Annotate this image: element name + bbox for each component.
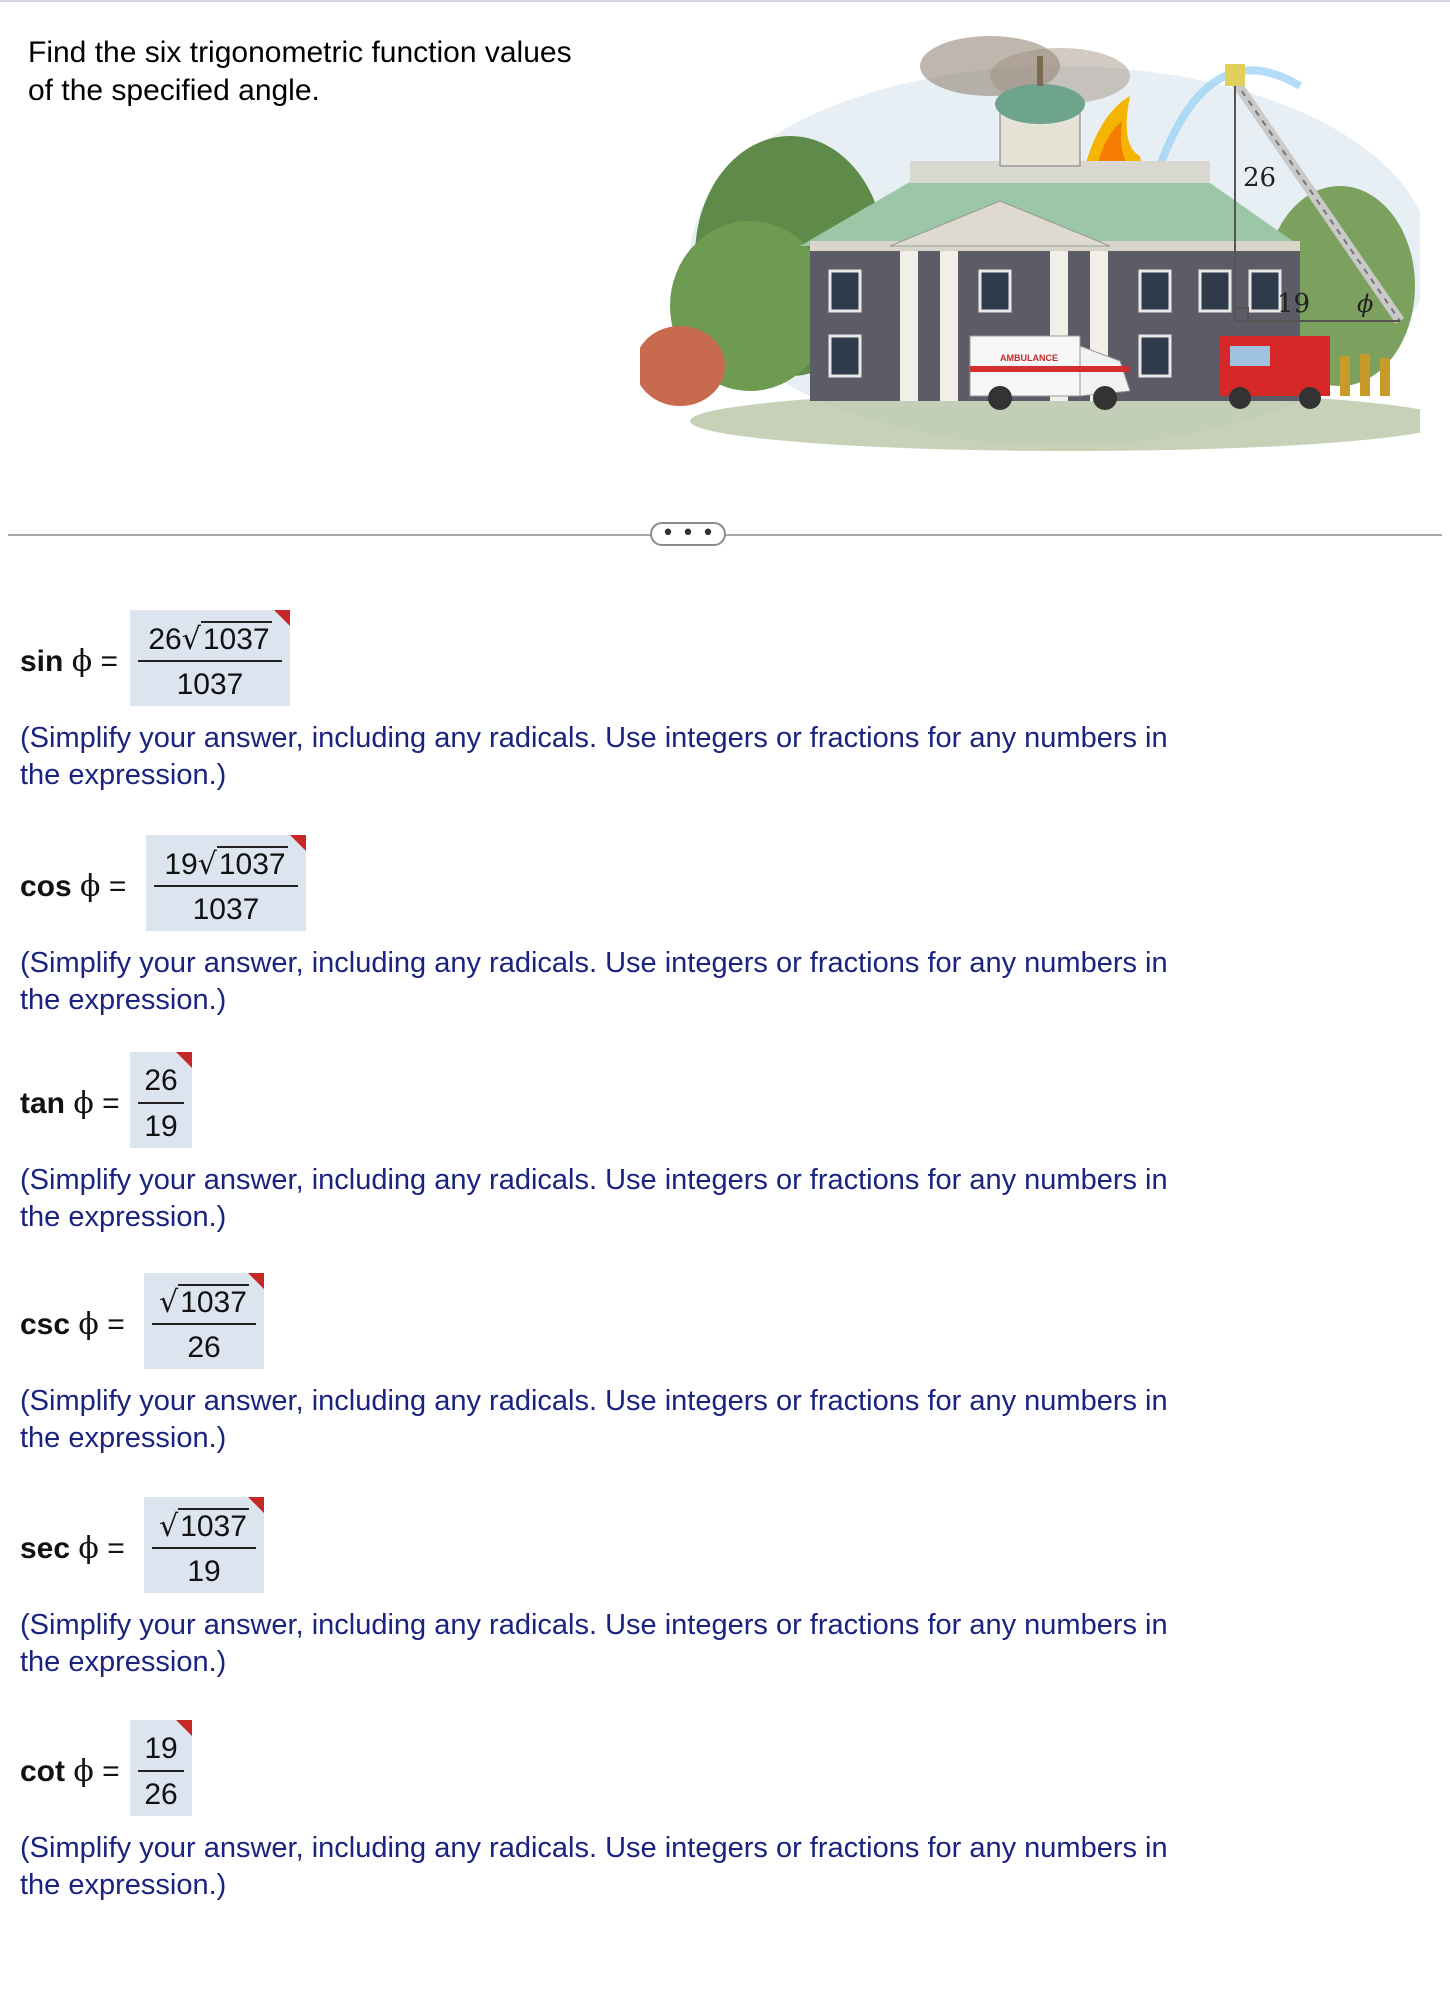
fraction-bar (152, 1547, 256, 1549)
csc-function-name: csc (20, 1308, 71, 1341)
instruction-line-2: the expression.) (20, 1422, 227, 1454)
radicand: 1037 (218, 848, 286, 881)
sin-instruction-text (20, 720, 1400, 794)
cot-answer-box[interactable] (130, 1720, 192, 1816)
equals-sign: = (107, 1308, 125, 1341)
sin-denominator: 1037 (176, 668, 244, 701)
instruction-line-2: the expression.) (20, 1646, 227, 1678)
instruction-line-2: the expression.) (20, 984, 227, 1016)
fraction-bar (138, 1770, 184, 1772)
radical-sign: √ (181, 622, 201, 657)
sin-label (20, 644, 118, 679)
csc-instruction-text (20, 1383, 1400, 1457)
csc-denominator: 26 (187, 1331, 221, 1364)
sin-function-name: sin (20, 645, 64, 678)
label-19: 19 (1277, 289, 1311, 319)
square-root (198, 847, 288, 882)
equals-sign: = (107, 1532, 125, 1565)
equals-sign: = (102, 1087, 120, 1120)
more-options-button[interactable]: • • • (650, 522, 726, 546)
prompt-line-2: of the specified angle. (28, 74, 320, 107)
sin-numerator (130, 622, 290, 657)
label-phi: ϕ (1357, 290, 1374, 318)
fraction-bar (154, 885, 298, 887)
radical-sign: √ (159, 1509, 179, 1544)
cot-numerator (130, 1732, 192, 1766)
cos-label (20, 869, 126, 904)
tan-label (20, 1086, 120, 1121)
instruction-line-1: (Simplify your answer, including any radicals. Use integers or fractions for any numbers in (20, 722, 1168, 754)
label-26: 26 (1243, 163, 1277, 193)
sec-label (20, 1531, 125, 1566)
numerator-coefficient: 26 (144, 1064, 178, 1097)
radicand: 1037 (180, 1510, 247, 1543)
phi-symbol: ϕ (80, 869, 101, 904)
numerator-coefficient: 26 (148, 623, 182, 656)
instruction-line-1: (Simplify your answer, including any radicals. Use integers or fractions for any numbers in (20, 947, 1168, 979)
sec-numerator (144, 1509, 264, 1544)
numerator-coefficient: 19 (144, 1732, 178, 1765)
sec-answer-box[interactable] (144, 1497, 264, 1593)
illustration-svg (640, 36, 1420, 456)
phi-symbol: ϕ (78, 1531, 99, 1566)
fraction-bar (138, 1102, 184, 1104)
instruction-line-1: (Simplify your answer, including any radicals. Use integers or fractions for any numbers in (20, 1164, 1168, 1196)
instruction-line-1: (Simplify your answer, including any radicals. Use integers or fractions for any numbers in (20, 1609, 1168, 1641)
csc-numerator (144, 1285, 264, 1320)
cot-label (20, 1754, 120, 1789)
phi-symbol: ϕ (73, 1754, 94, 1789)
phi-symbol: ϕ (78, 1307, 99, 1342)
cot-instruction-text (20, 1830, 1400, 1904)
radicand: 1037 (202, 623, 270, 656)
equals-sign: = (100, 645, 119, 678)
radical-sign: √ (197, 847, 217, 882)
instruction-line-2: the expression.) (20, 1869, 227, 1901)
phi-symbol: ϕ (73, 1086, 94, 1121)
equals-sign: = (102, 1755, 120, 1788)
square-root (159, 1509, 249, 1544)
tan-instruction-text (20, 1162, 1400, 1236)
csc-label (20, 1307, 125, 1342)
cot-function-name: cot (20, 1755, 65, 1788)
fraction-bar (138, 660, 282, 662)
question-prompt (28, 34, 628, 110)
square-root (182, 622, 272, 657)
instruction-line-2: the expression.) (20, 1201, 227, 1233)
cos-function-name: cos (20, 870, 72, 903)
building-fire-truck-illustration (640, 36, 1420, 456)
tan-answer-box[interactable] (130, 1052, 192, 1148)
cos-answer-box[interactable] (146, 835, 306, 931)
cot-denominator: 26 (144, 1778, 178, 1811)
sec-instruction-text (20, 1607, 1400, 1681)
sec-function-name: sec (20, 1532, 71, 1565)
instruction-line-2: the expression.) (20, 759, 227, 791)
prompt-line-1: Find the six trigonometric function values (28, 36, 572, 69)
tan-numerator (130, 1064, 192, 1098)
radicand: 1037 (180, 1286, 247, 1319)
cos-denominator: 1037 (192, 893, 260, 926)
sec-denominator: 19 (187, 1555, 221, 1588)
cos-instruction-text (20, 945, 1400, 1019)
tan-denominator: 19 (144, 1110, 178, 1143)
tan-function-name: tan (20, 1087, 65, 1120)
instruction-line-1: (Simplify your answer, including any radicals. Use integers or fractions for any numbers in (20, 1832, 1168, 1864)
cos-numerator (146, 847, 306, 882)
instruction-line-1: (Simplify your answer, including any radicals. Use integers or fractions for any numbers in (20, 1385, 1168, 1417)
fraction-bar (152, 1323, 256, 1325)
ambulance-label: AMBULANCE (1000, 353, 1058, 363)
square-root (159, 1285, 249, 1320)
top-border (0, 0, 1450, 2)
phi-symbol: ϕ (71, 644, 93, 679)
sin-answer-box[interactable] (130, 610, 290, 706)
numerator-coefficient: 19 (164, 848, 198, 881)
equals-sign: = (108, 870, 127, 903)
csc-answer-box[interactable] (144, 1273, 264, 1369)
radical-sign: √ (159, 1285, 179, 1320)
